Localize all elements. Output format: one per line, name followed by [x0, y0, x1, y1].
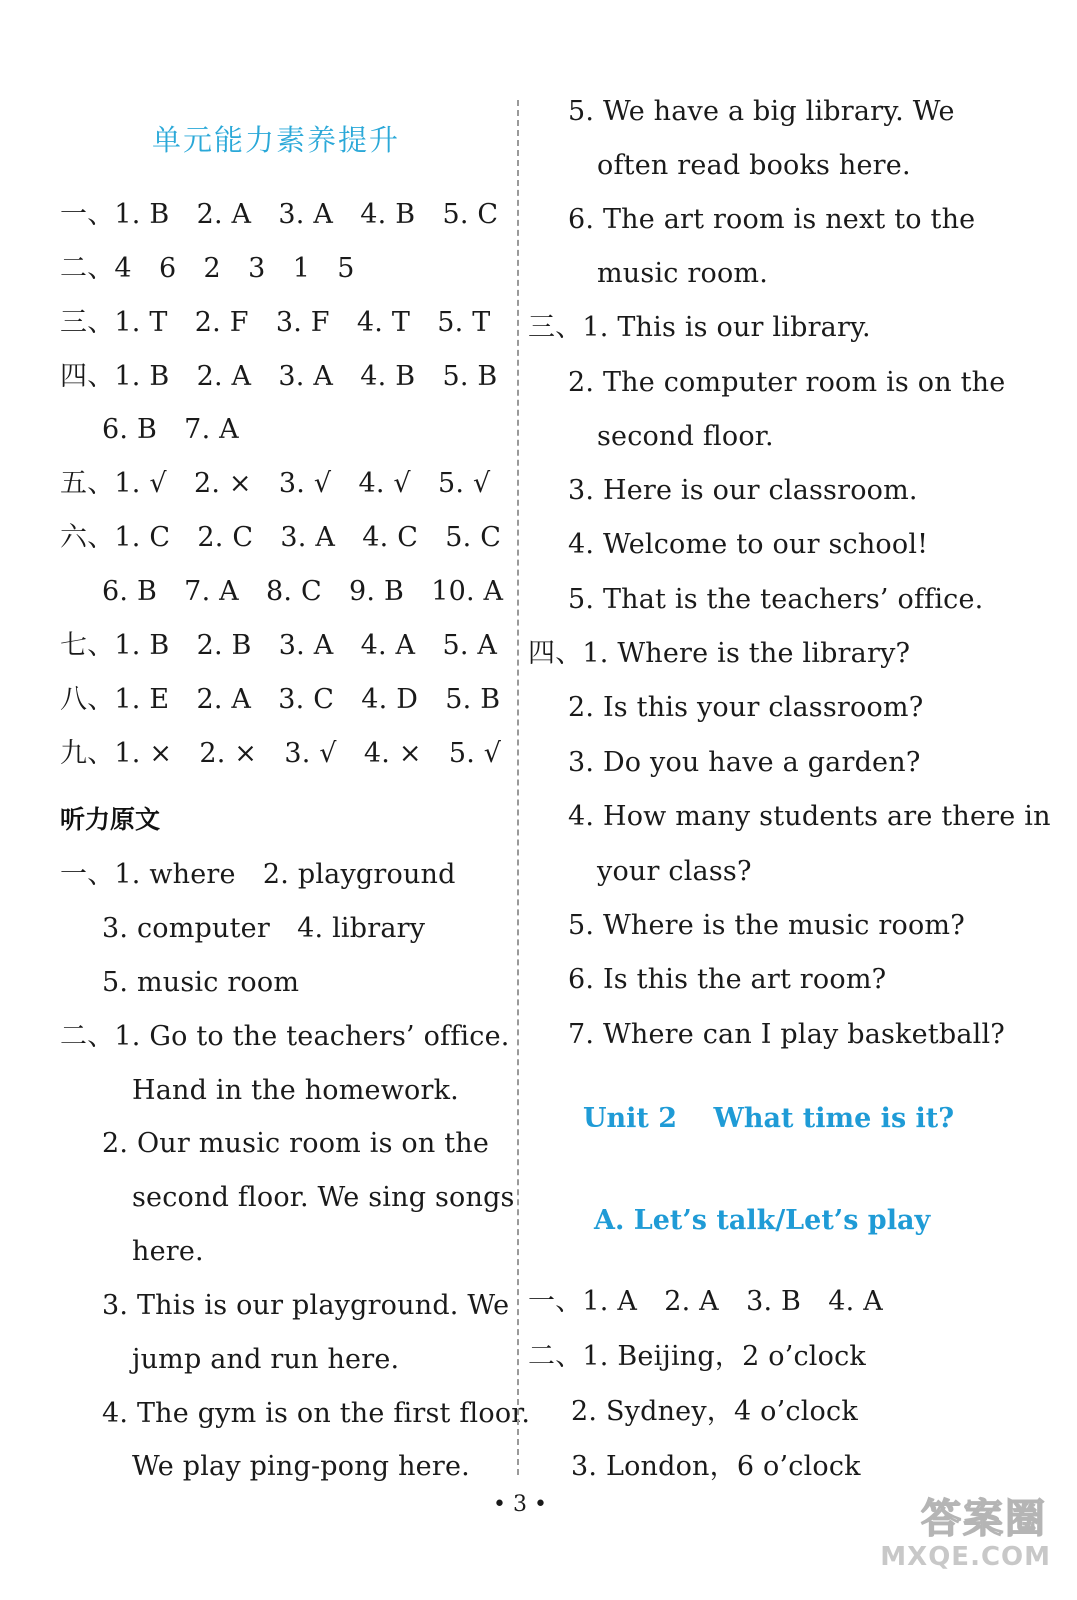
listening-line: 三、1. This is our library. [528, 312, 871, 343]
listening-line: 2. Our music room is on the [102, 1128, 490, 1159]
listening-line: 5. That is the teachers’ office. [568, 584, 984, 615]
answer-line: 一、1. B 2. A 3. A 4. B 5. C [60, 199, 499, 230]
column-divider [517, 100, 519, 1475]
answer-line: 3. London，6 o’clock [571, 1451, 861, 1482]
listening-line: 7. Where can I play basketball? [568, 1019, 1005, 1050]
listening-line: 4. How many students are there in [568, 801, 1051, 832]
unit-title: Unit 2 What time is it? [583, 1103, 955, 1134]
listening-line: 3. This is our playground. We [102, 1290, 510, 1321]
answer-line: 6. B 7. A 8. C 9. B 10. A [102, 576, 504, 607]
listening-line: second floor. [597, 421, 774, 452]
answer-line: 八、1. E 2. A 3. C 4. D 5. B [60, 684, 501, 715]
listening-line: 5. Where is the music room? [568, 910, 965, 941]
listening-line: 3. Do you have a garden? [568, 747, 921, 778]
listening-line: 4. The gym is on the first floor. [102, 1398, 531, 1429]
watermark-logo [880, 1487, 1055, 1572]
answer-line: 6. B 7. A [102, 414, 239, 445]
section-title: A. Let’s talk/Let’s play [594, 1205, 931, 1236]
answer-line: 九、1. × 2. × 3. √ 4. × 5. √ [60, 738, 502, 769]
answer-line: 六、1. C 2. C 3. A 4. C 5. C [60, 522, 502, 553]
listening-line: often read books here. [597, 150, 911, 181]
listening-line: 5. We have a big library. We [568, 96, 955, 127]
watermark-text-top: 答案圈 [921, 1496, 1047, 1542]
answer-line: 三、1. T 2. F 3. F 4. T 5. T [60, 307, 491, 338]
listening-line: 四、1. Where is the library? [528, 638, 911, 669]
listening-line: music room. [597, 258, 768, 289]
listening-line: your class? [597, 856, 752, 887]
listening-line: We play ping-pong here. [132, 1451, 470, 1482]
listening-line: 5. music room [102, 967, 300, 998]
unit-ability-heading: 单元能力素养提升 [152, 123, 401, 157]
listening-line: 二、1. Go to the teachers’ office. [60, 1021, 510, 1052]
listening-line: second floor. We sing songs [132, 1182, 515, 1213]
page-number: • 3 • [493, 1492, 547, 1517]
listening-line: jump and run here. [132, 1344, 400, 1375]
watermark-text-bottom: MXQE.COM [880, 1542, 1051, 1572]
listening-line: 2. The computer room is on the [568, 367, 1006, 398]
listening-line: 6. The art room is next to the [568, 204, 976, 235]
answer-line: 二、4 6 2 3 1 5 [60, 253, 355, 284]
listening-line: here. [132, 1236, 204, 1267]
listening-script-heading: 听力原文 [60, 805, 161, 834]
listening-line: 2. Is this your classroom? [568, 692, 924, 723]
listening-line: 3. computer 4. library [102, 913, 426, 944]
answer-line: 五、1. √ 2. × 3. √ 4. √ 5. √ [60, 468, 491, 499]
answer-line: 四、1. B 2. A 3. A 4. B 5. B [60, 361, 498, 392]
answer-line: 一、1. A 2. A 3. B 4. A [528, 1286, 883, 1317]
listening-line: 4. Welcome to our school! [568, 529, 929, 560]
listening-line: 一、1. where 2. playground [60, 859, 456, 890]
listening-line: 3. Here is our classroom. [568, 475, 918, 506]
listening-line: 6. Is this the art room? [568, 964, 887, 995]
listening-line: Hand in the homework. [132, 1075, 459, 1106]
answer-line: 二、1. Beijing，2 o’clock [528, 1341, 866, 1372]
answer-line: 2. Sydney，4 o’clock [571, 1396, 858, 1427]
answer-line: 七、1. B 2. B 3. A 4. A 5. A [60, 630, 498, 661]
